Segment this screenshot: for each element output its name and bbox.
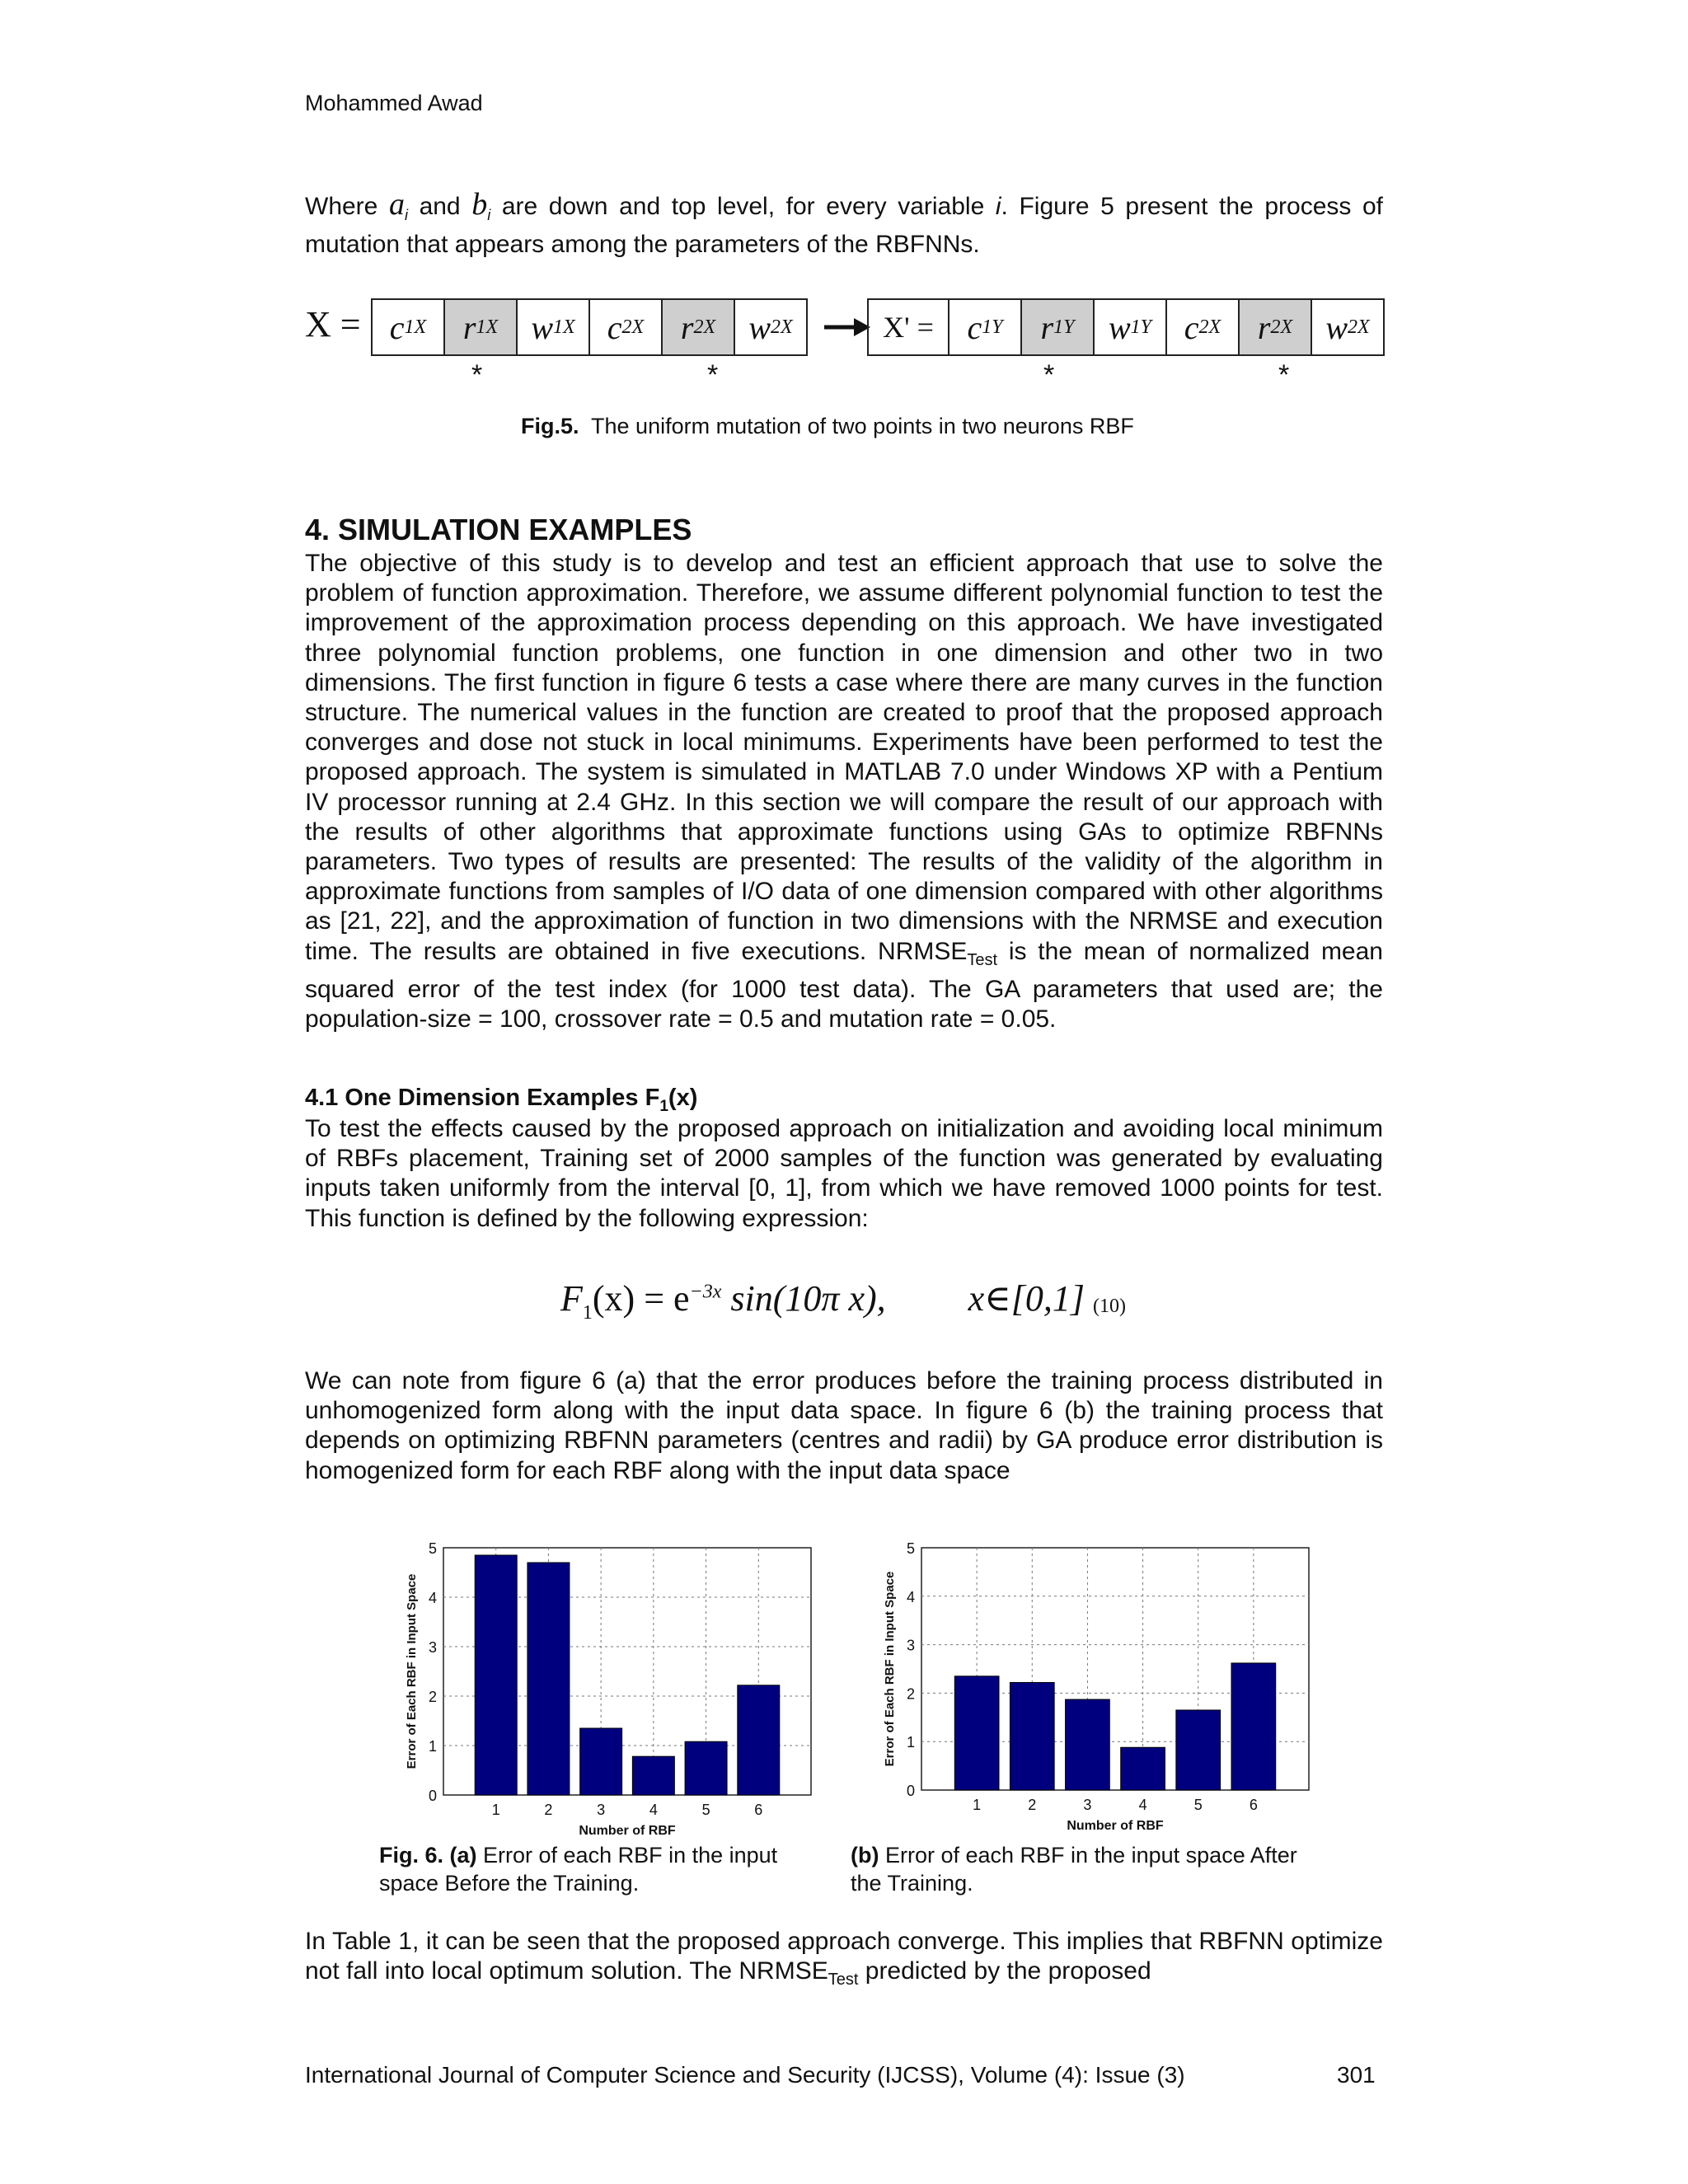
section-paragraph: The objective of this study is to develop and test an efficient approach that use to solve the problem of function approximation. Therefore, we assume different polynomial function to test the improvement of the approximation process depending on this approach. We have investigated three polynomial function problems, one function in one dimension and other two in two dimensions. The first function in figure 6 tests a case where there are many curves in the function structure. The numerical values in the function are created to proof that the proposed approach converges and dose not stuck in local minimums. Experiments have been performed to test the proposed approach. The system is simulated in MATLAB 7.0 under Windows XP with a Pentium IV processor running at 2.4 GHz. In this section we will compare the result of our approach with the results of other algorithms that approximate functions using GAs to optimize RBFNNs parameters. Two types of results are presented: The results of the validity of the algorithm in approximate functions from samples of I/O data of one dimension compared with other algorithms as [21, 22], and the approximation of function in two dimensions with the NRMSE and execution time. The results are obtained in five executions. $NRMSE_{Test}$ is the mean of normalized mean squared error of the test index (for 1000 test data). The GA parameters that used are; the population-size = 100, crossover rate = 0.5 and mutation rate = 0.05. [305,550,1383,1033]
bar [1176,1710,1221,1790]
x-axis-label: Number of RBF [579,1824,676,1838]
y-tick-label: 4 [428,1590,437,1606]
x-tick-label: 3 [597,1802,606,1818]
table-discussion: In Table 1, it can be seen that the proposed approach converge. This implies that RBFNN optimize not fall into local optimum solution. The $NRMSE_{Test}$ predicted by the proposed [305,1928,1383,1990]
equation-10: $F_1(x) = e^{-3x}$ sin(10π x), x∈[0,1] [560,1278,1085,1324]
y-tick-label: 5 [428,1540,437,1557]
subsection-title: 4.1 One Dimension Examples $F_1(x)$ [305,1085,698,1115]
y-axis-label: Error of Each RBF in Input Space [883,1571,897,1767]
page-number: 301 [1337,2062,1376,2088]
bar [738,1685,780,1795]
y-tick-label: 3 [428,1639,437,1656]
y-tick-label: 4 [906,1588,915,1605]
figure-6b-chart [857,1530,1319,1843]
equation-number: (10) [1093,1296,1126,1317]
gene-cell: r 2X [1240,300,1312,354]
figure-5-caption: Fig.5. The uniform mutation of two points in two neurons RBF [521,414,1134,438]
bar [1121,1747,1165,1790]
mutation-star: * [1043,359,1055,391]
mutation-star: * [707,359,719,391]
x-tick-label: 1 [491,1802,500,1818]
gene-cell: w 2X [748,308,793,346]
chromosome-x [371,298,808,356]
y-tick-label: 0 [906,1783,915,1799]
gene-cell: w 2X [1325,308,1370,346]
bar [528,1563,570,1795]
x-tick-label: 5 [701,1802,710,1818]
vector-x-prime-label: X' = [869,300,950,354]
bar [1010,1682,1054,1790]
subsection-paragraph: To test the effects caused by the proposed approach on initialization and avoiding local minimum of RBFs placement, Training set of 2000 samples of the function was generated by evaluating inputs taken uniformly from the interval [0, 1], from which we have removed 1000 points for test. This function is defined by the following expression: [305,1115,1383,1232]
y-tick-label: 2 [906,1685,915,1703]
x-tick-label: 1 [973,1797,982,1813]
figure-6a-chart [387,1530,816,1843]
gene-cell: c 2X [1167,300,1240,354]
figure-6-discussion: We can note from figure 6 (a) that the error produces before the training process distributed in unhomogenized form along with the input data space. In figure 6 (b) the training process that depends on optimizing RBFNN parameters (centres and radii) by GA produce error distribution is homogenized form for each RBF along with the input data space [305,1367,1383,1484]
gene-cell: c 1X [373,300,445,354]
y-tick-label: 3 [906,1637,915,1654]
footer-journal: International Journal of Computer Science and Security (IJCSS), Volume (4): Issue (3) [305,2062,1185,2088]
gene-cell: r 2X [663,300,735,354]
gene-cell: r 1Y [1022,300,1095,354]
x-tick-label: 6 [1249,1797,1258,1813]
chromosome-x-prime [867,298,1385,356]
x-tick-label: 5 [1193,1797,1203,1813]
bar [685,1741,727,1795]
intro-paragraph: Where $a_i$ and $b_i$ are down and top level, for every variable i. Figure 5 present the process of mutation that appears among the parameters of the RBFNNs. [305,187,1383,259]
x-tick-label: 3 [1083,1797,1092,1813]
section-title: 4. SIMULATION EXAMPLES [305,513,692,546]
vector-x-label: X = [305,304,361,344]
x-axis-label: Number of RBF [1067,1819,1164,1833]
figure-6b-caption: (b) Error of each RBF in the input space After the Training. [851,1843,1297,1896]
x-tick-label: 4 [649,1802,658,1818]
gene-cell: w 1Y [1095,300,1167,354]
bar [1231,1663,1276,1790]
mutation-star: * [1278,359,1290,391]
mutation-star: * [471,359,483,391]
y-axis-label: Error of Each RBF in Input Space [405,1573,419,1769]
y-tick-label: 5 [906,1540,915,1557]
bar [475,1555,517,1795]
figure-6a-caption: Fig. 6. (a) Error of each RBF in the input space Before the Training. [379,1843,778,1896]
x-tick-label: 2 [544,1802,553,1818]
y-tick-label: 2 [428,1689,437,1705]
bar [580,1728,622,1795]
x-tick-label: 6 [754,1802,763,1818]
bar [954,1676,999,1790]
gene-cell: c 2X [590,300,663,354]
running-header-author: Mohammed Awad [305,91,483,115]
arrow-right-icon [824,315,870,340]
gene-cell: w 1X [518,300,590,354]
y-tick-label: 1 [428,1738,437,1755]
gene-cell: c 1Y [950,300,1022,354]
gene-cell: r 1X [445,300,518,354]
bar [1066,1699,1110,1790]
bar [632,1756,674,1795]
y-tick-label: 1 [906,1734,915,1751]
x-tick-label: 4 [1138,1797,1147,1813]
y-tick-label: 0 [428,1788,437,1804]
x-tick-label: 2 [1028,1797,1037,1813]
